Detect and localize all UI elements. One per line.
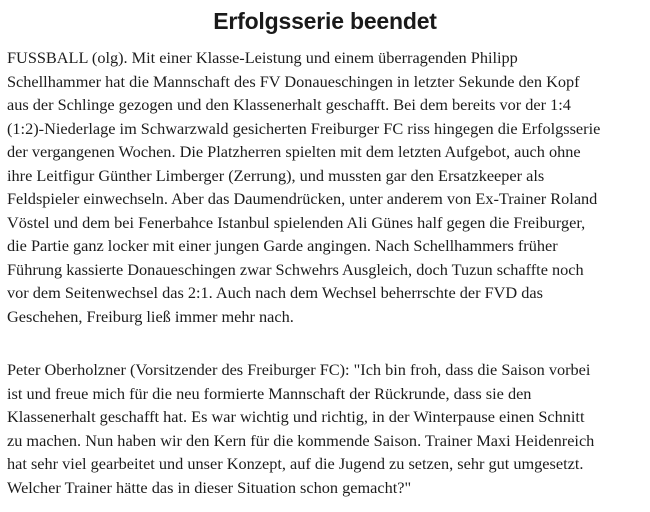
paragraph-line: Klassenerhalt geschafft hat. Es war wichtig und richtig, in der Winterpause einen Schnitt: [7, 407, 585, 426]
paragraph-line: (1:2)-Niederlage im Schwarzwald gesicherten Freiburger FC riss hingegen die Erfolgsserie: [7, 118, 601, 138]
paragraph-line: Geschehen, Freiburg ließ immer mehr nach.: [7, 306, 294, 326]
article-headline: Erfolgsserie beendet: [213, 8, 437, 34]
paragraph-line: vor dem Seitenwechsel das 2:1. Auch nach dem Wechsel beherrschte der FVD das: [7, 283, 543, 302]
paragraph-line: Feldspieler einwechseln. Aber das Daumendrücken, unter anderem von Ex-Trainer Roland: [7, 189, 598, 208]
paragraph-line: die Partie ganz locker mit einer jungen Garde angingen. Nach Schellhammers früher: [7, 236, 558, 255]
paragraph-line: Welcher Trainer hätte das in dieser Situation schon gemacht?": [7, 477, 412, 497]
paragraph-line: FUSSBALL (olg). Mit einer Klasse-Leistung und einem überragenden Philipp: [7, 48, 518, 67]
paragraph-line: hat sehr viel gearbeitet und unser Konzept, auf die Jugend zu setzen, sehr gut umgesetzt.: [7, 454, 584, 473]
paragraph-line: Schellhammer hat die Mannschaft des FV Donaueschingen in letzter Sekunde den Kopf: [7, 71, 580, 91]
paragraph-line: Führung kassierte Donaueschingen zwar Schwehrs Ausgleich, doch Tuzun schaffte noch: [7, 259, 584, 279]
paragraph-line: Vöstel und dem bei Fenerbahce Istanbul spielenden Ali Günes half gegen die Freiburger,: [7, 212, 586, 232]
paragraph-line: aus der Schlinge gezogen und den Klassenerhalt geschafft. Bei dem bereits vor der 1:4: [7, 95, 571, 114]
paragraph-line: zu machen. Nun haben wir den Kern für die kommende Saison. Trainer Maxi Heidenreich: [7, 430, 595, 450]
paragraph-line: ist und freue mich für die neu formierte Mannschaft der Rückrunde, dass sie den: [7, 383, 532, 403]
article-paragraph-match-report: [7, 46, 645, 328]
paragraph-line: der vergangenen Wochen. Die Platzherren spielten mit dem letzten Aufgebot, auch ohne: [7, 142, 581, 161]
article-paragraph-quote: [7, 358, 645, 499]
paragraph-line: ihre Leitfigur Günther Limberger (Zerrung), und mussten gar den Ersatzkeeper als: [7, 165, 545, 185]
paragraph-line: Peter Oberholzner (Vorsitzender des Freiburger FC): "Ich bin froh, dass die Saison vorbei: [7, 360, 591, 379]
